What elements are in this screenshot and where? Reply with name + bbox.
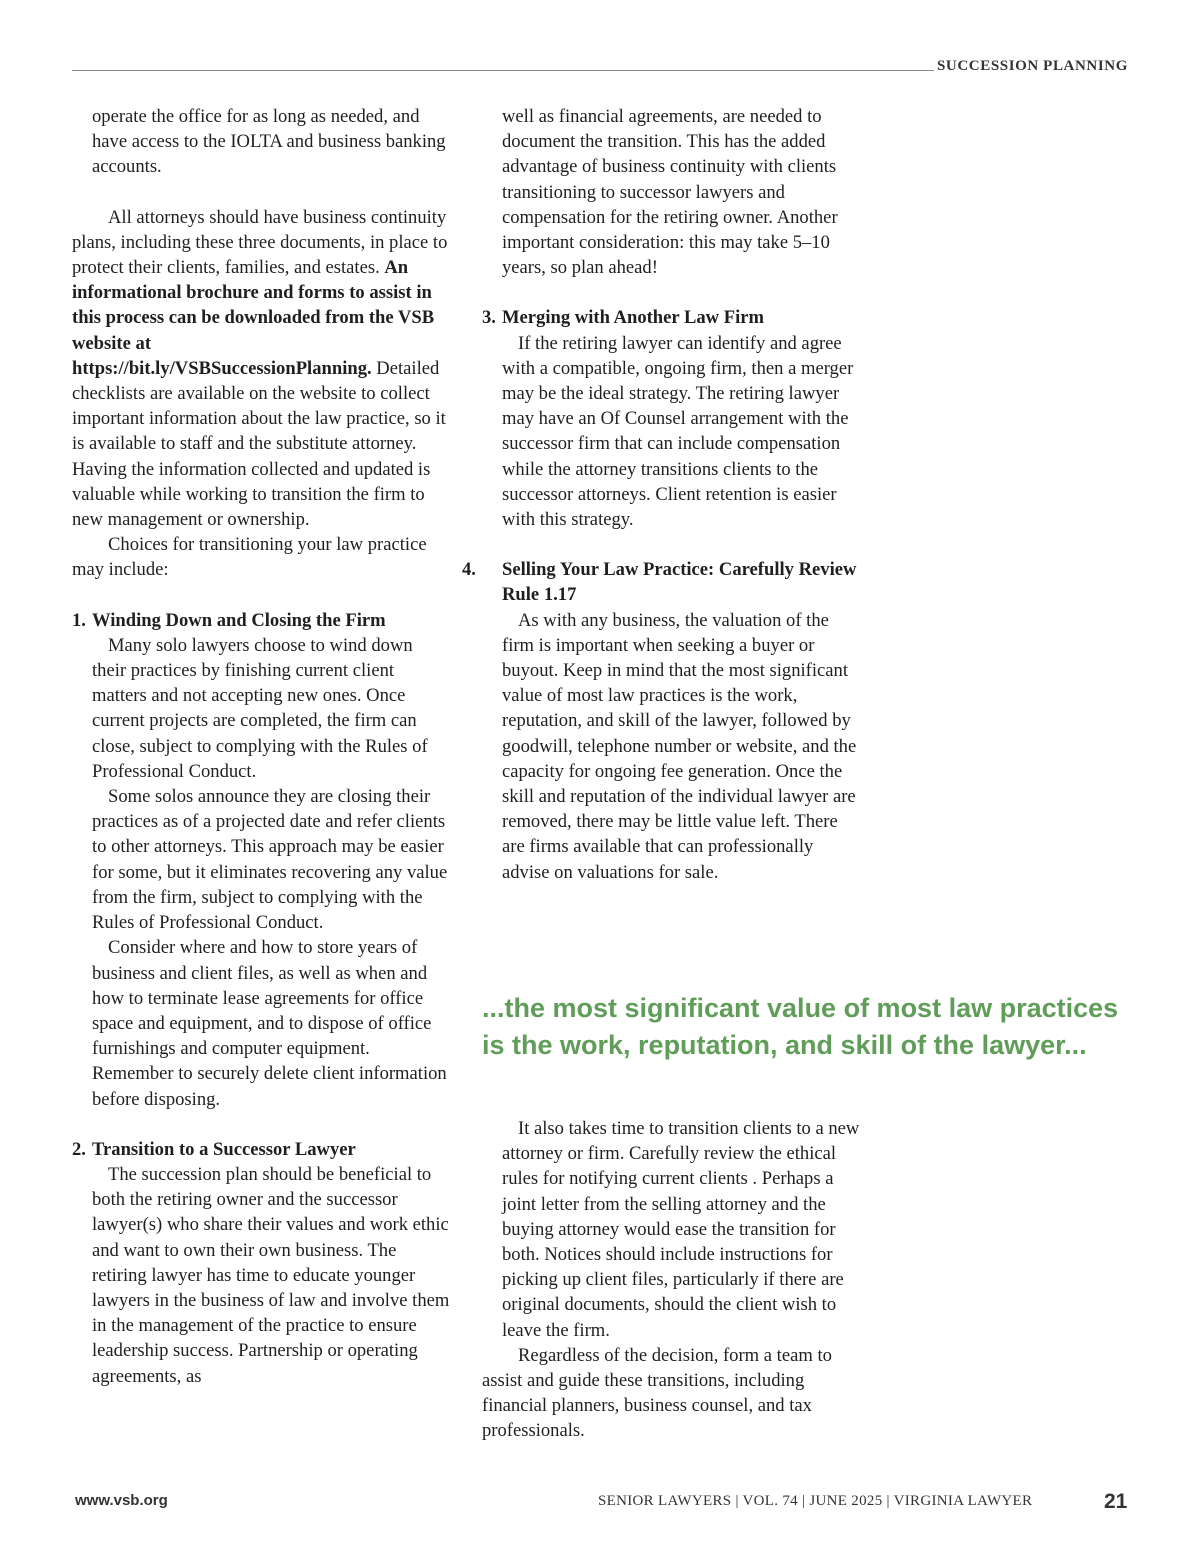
transition-clients-paragraph: It also takes time to transition clients to a new attorney or firm. Carefully review the ethical rules for notifying current clients . Perhaps a joint letter from the selling attorney and the buying attorney would ease the transition for both. Notices should include instructions for picking up client files, particularly if there are original documents, should the client wish to leave the firm. xyxy=(502,1118,860,1341)
option-2-heading xyxy=(72,1137,450,1162)
option-3-heading xyxy=(482,305,862,330)
continuity-text-b: Detailed checklists are available on the website to collect important information about the law practice, so it is available to staff and the substitute attorney. Having the information collected and updated is valuable while working to transition the firm to new management or ownership. xyxy=(72,357,446,531)
option-1-paragraph-1: Many solo lawyers choose to wind down their practices by finishing current client matters and not accepting new ones. Once current projects are completed, the firm can close, subject to complying with the Rules of Professional Conduct. xyxy=(92,634,428,782)
option-4-number: 4. xyxy=(462,559,476,581)
spacer xyxy=(482,280,862,305)
option-1-paragraph-2: Some solos announce they are closing their practices as of a projected date and refer clients to other attorneys. This approach may be easier for some, but it eliminates recovering any value from the firm, subject to complying with the Rules of Professional Conduct. xyxy=(92,786,448,934)
continuity-text-a: All attorneys should have business continuity plans, including these three documents, in place to protect their clients, families, and estates. xyxy=(72,206,448,279)
column-right xyxy=(462,104,862,885)
pull-quote: ...the most significant value of most law practices is the work, reputation, and skill of the lawyer... xyxy=(482,993,1119,1060)
spacer xyxy=(72,1112,450,1137)
option-2-title: Transition to a Successor Lawyer xyxy=(92,1138,356,1160)
option-1-heading xyxy=(72,608,450,633)
page-number: 21 xyxy=(1104,1490,1128,1513)
option-4-paragraph-1: As with any business, the valuation of the firm is important when seeking a buyer or buyout. Keep in mind that the most significant value of most law practices is the work, reputation, and skill of the lawyer, followed by goodwill, telephone number or website, and the capacity for ongoing fee generation. Once the skill and reputation of the individual lawyer are removed, there may be little value left. There are firms available that can professionally advise on valuations for sale. xyxy=(502,609,857,883)
spacer xyxy=(72,583,450,608)
spacer xyxy=(482,532,862,557)
option-2-number: 2. xyxy=(72,1138,86,1160)
footer-issue-info: SENIOR LAWYERS | VOL. 74 | JUNE 2025 | VIRGINIA LAWYER xyxy=(598,1493,1033,1509)
option-3-title: Merging with Another Law Firm xyxy=(502,307,765,329)
option-1-paragraph-3: Consider where and how to store years of business and client files, as well as when and how to terminate lease agreements for office space and equipment, and to dispose of office furnishings and computer equipment. Remember to securely delete client information before disposing. xyxy=(92,937,447,1110)
continuity-paragraph xyxy=(72,205,450,533)
option-2-paragraph-1: The succession plan should be beneficial to both the retiring owner and the successor lawyer(s) who share their values and work ethic and want to own their own business. The retiring lawyer has time to educate younger lawyers in the business of law and involve them in the management of the practice to ensure leadership success. Partnership or operating agreements, as xyxy=(92,1163,450,1387)
option-4-title: Selling Your Law Practice: Carefully Review Rule 1.17 xyxy=(502,559,857,606)
spacer xyxy=(72,180,450,205)
brochure-link-text[interactable]: An informational brochure and forms to assist in this process can be downloaded from the VSB website at https://bit.ly/VSBSuccessionPlanning. xyxy=(72,257,435,379)
option-1-number: 1. xyxy=(72,609,86,631)
option-3-number: 3. xyxy=(482,307,496,329)
form-team-paragraph: Regardless of the decision, form a team to assist and guide these transitions, including financial planners, business counsel, and tax professionals. xyxy=(482,1344,832,1442)
column-right-lower xyxy=(482,1116,862,1444)
footer-website[interactable]: www.vsb.org xyxy=(75,1492,168,1509)
option-3-paragraph-1: If the retiring lawyer can identify and agree with a compatible, ongoing firm, then a merger may be the ideal strategy. The retiring lawyer may have an Of Counsel arrangement with the successor firm that can include compensation while the attorney transitions clients to the successor attorneys. Client retention is easier with this strategy. xyxy=(502,332,854,531)
option-2-continuation: well as financial agreements, are needed to document the transition. This has the added advantage of business continuity with clients transitioning to successor lawyers and compensation for the retiring owner. Another important consideration: this may take 5–10 years, so plan ahead! xyxy=(502,106,838,279)
option-4-heading xyxy=(462,557,862,607)
option-1-title: Winding Down and Closing the Firm xyxy=(92,609,386,631)
header-rule xyxy=(72,70,934,71)
intro-paragraph: operate the office for as long as needed, and have access to the IOLTA and business banking accounts. xyxy=(92,106,446,178)
choices-paragraph: Choices for transitioning your law practice may include: xyxy=(72,534,427,581)
column-left xyxy=(72,104,450,1389)
section-label: SUCCESSION PLANNING xyxy=(936,58,1128,74)
